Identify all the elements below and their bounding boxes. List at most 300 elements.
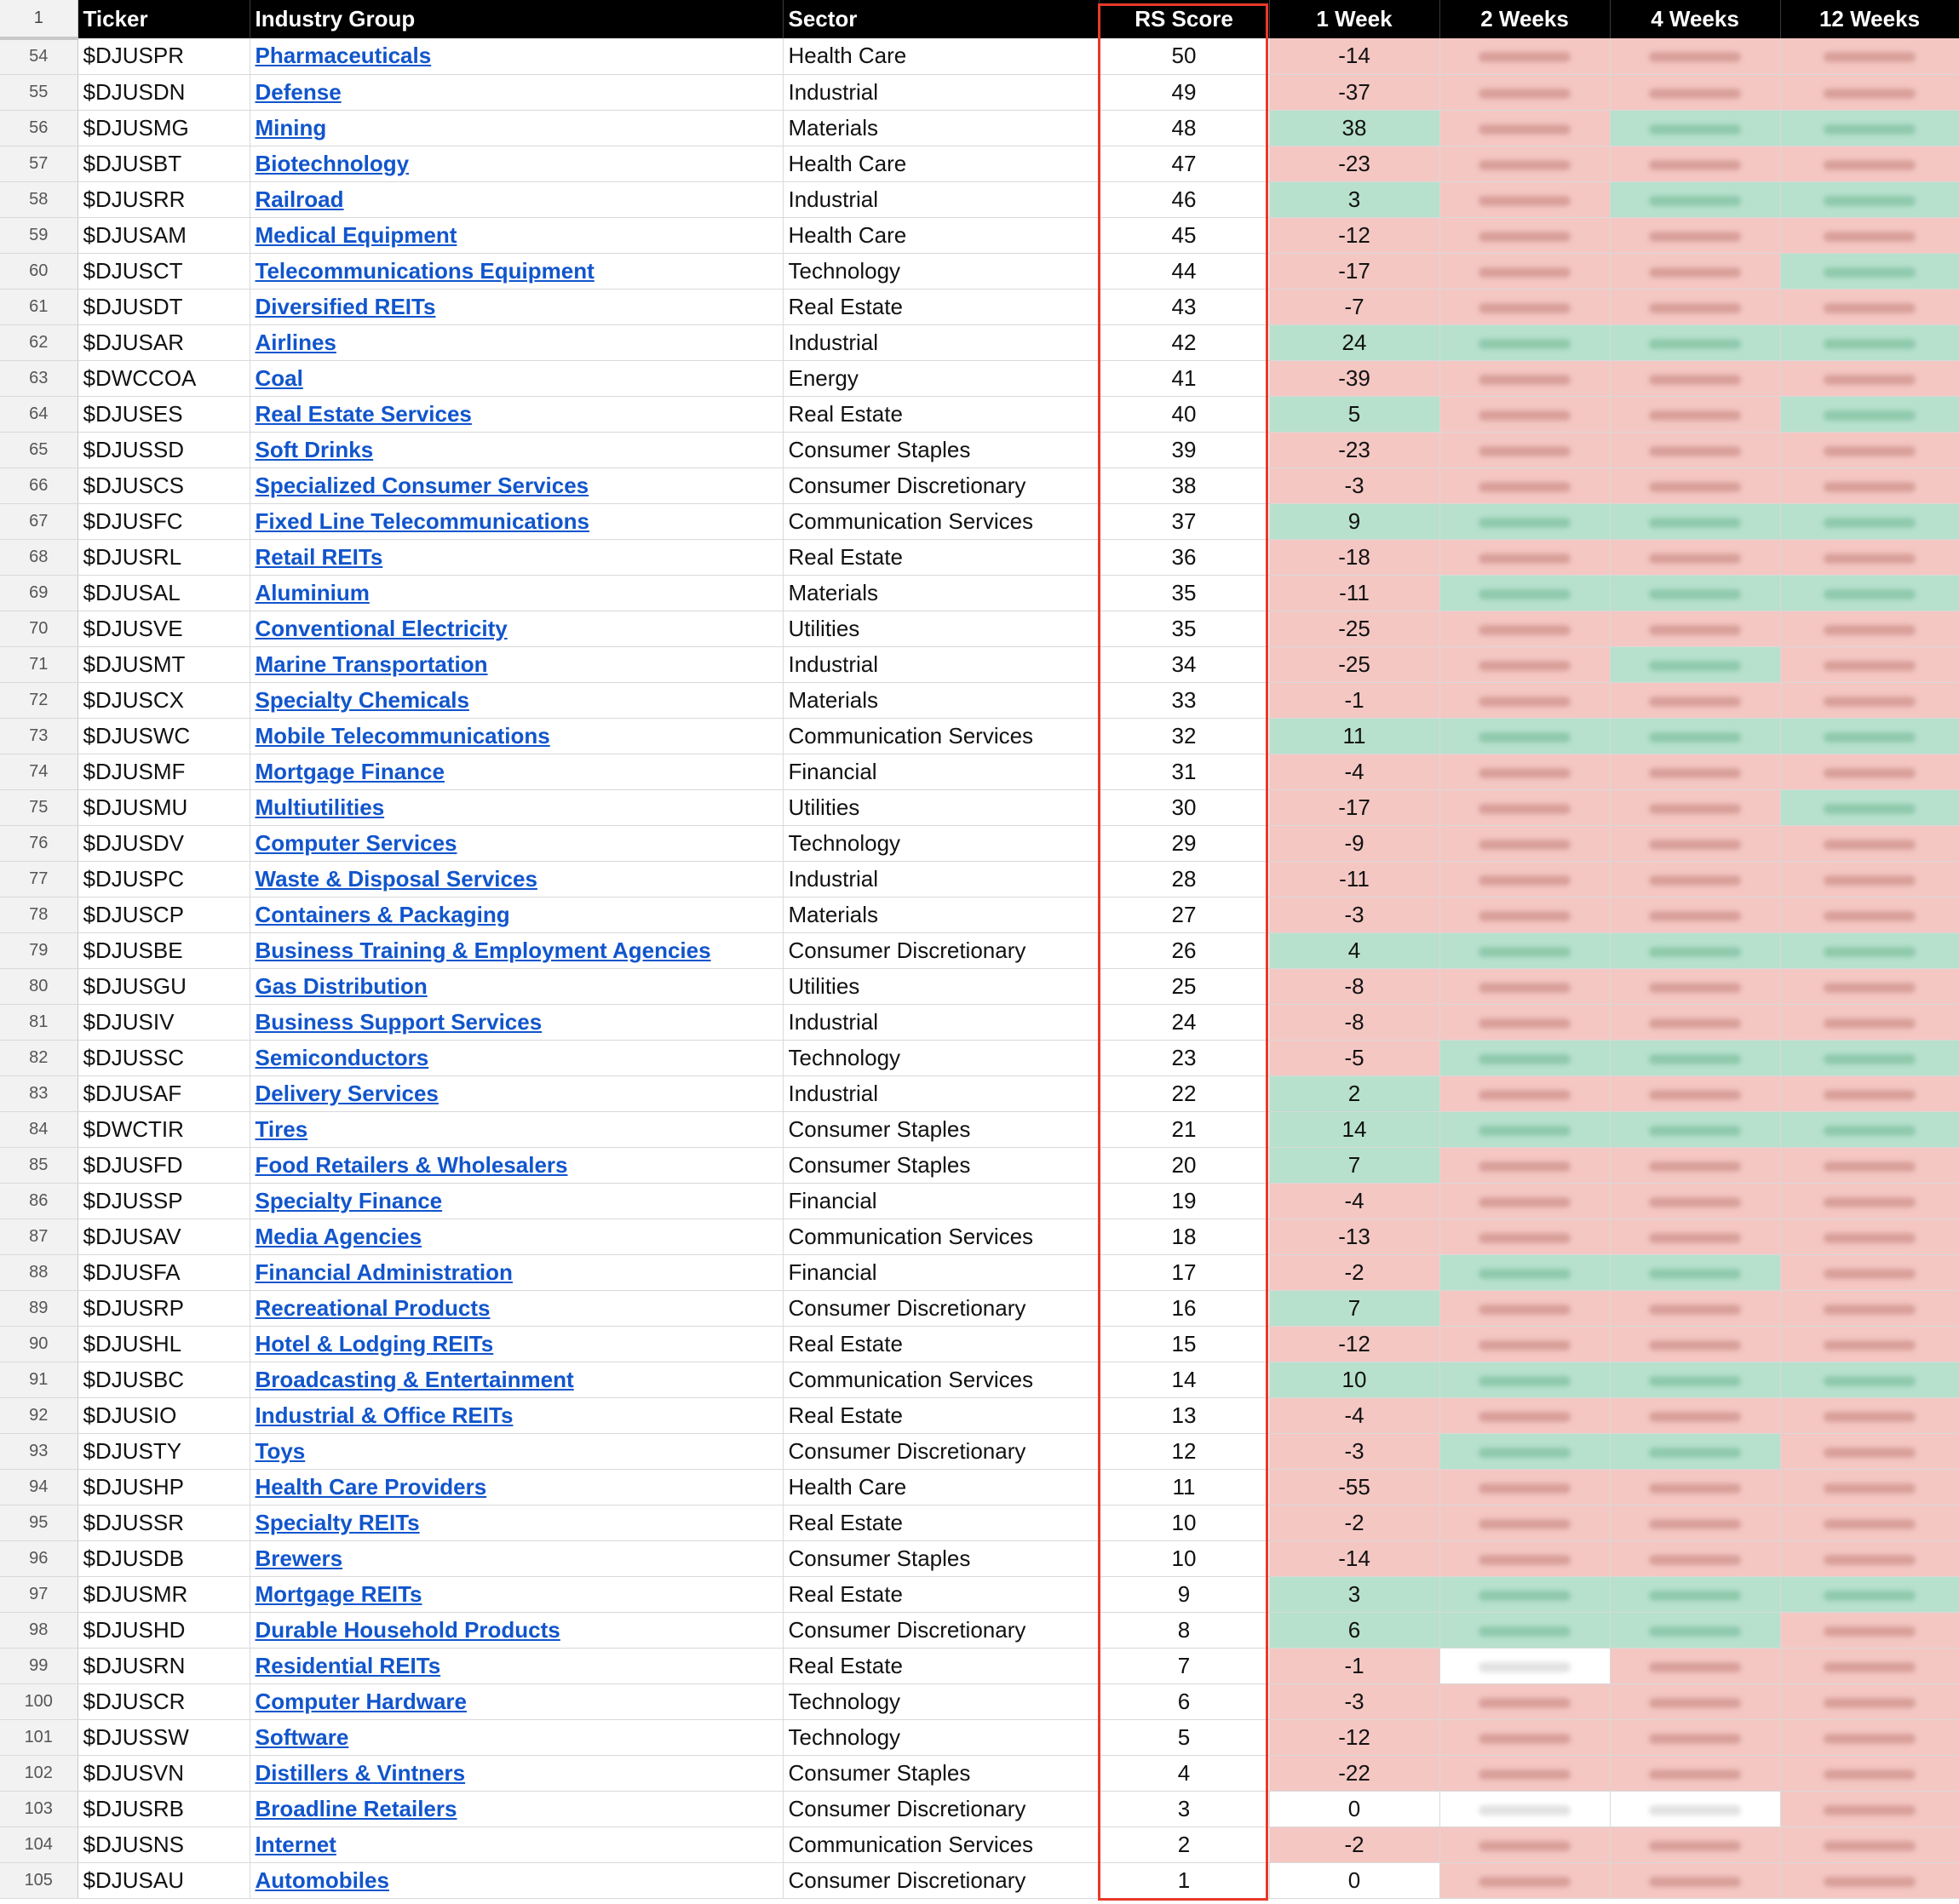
industry-group-cell[interactable] bbox=[250, 1254, 783, 1290]
ticker-cell[interactable]: $DJUSCR bbox=[78, 1683, 250, 1719]
industry-group-cell[interactable] bbox=[250, 110, 783, 146]
industry-group-link[interactable]: Railroad bbox=[255, 186, 344, 212]
week-4-change-cell[interactable] bbox=[1610, 1505, 1780, 1540]
week-1-change-cell[interactable]: -3 bbox=[1269, 467, 1439, 503]
industry-group-cell[interactable] bbox=[250, 146, 783, 181]
industry-group-cell[interactable] bbox=[250, 1075, 783, 1111]
ticker-cell[interactable]: $DJUSAF bbox=[78, 1075, 250, 1111]
industry-group-cell[interactable] bbox=[250, 1540, 783, 1576]
sector-cell[interactable]: Utilities bbox=[783, 611, 1099, 646]
week-12-change-cell[interactable] bbox=[1780, 253, 1959, 289]
row-number[interactable]: 81 bbox=[0, 1004, 78, 1040]
sector-cell[interactable]: Communication Services bbox=[783, 1219, 1099, 1254]
week-12-change-cell[interactable] bbox=[1780, 324, 1959, 360]
week-2-change-cell[interactable] bbox=[1439, 539, 1610, 575]
row-number[interactable]: 62 bbox=[0, 324, 78, 360]
ticker-cell[interactable]: $DJUSTY bbox=[78, 1433, 250, 1469]
sector-cell[interactable]: Industrial bbox=[783, 324, 1099, 360]
week-12-change-cell[interactable] bbox=[1780, 396, 1959, 432]
rs-score-cell[interactable]: 27 bbox=[1099, 897, 1269, 932]
row-number[interactable]: 99 bbox=[0, 1648, 78, 1683]
rs-score-cell[interactable]: 5 bbox=[1099, 1719, 1269, 1755]
week-1-change-cell[interactable]: -22 bbox=[1269, 1755, 1439, 1791]
sector-cell[interactable]: Consumer Discretionary bbox=[783, 1612, 1099, 1648]
week-12-change-cell[interactable] bbox=[1780, 718, 1959, 754]
industry-group-cell[interactable] bbox=[250, 1362, 783, 1397]
week-4-change-cell[interactable] bbox=[1610, 38, 1780, 74]
ticker-cell[interactable]: $DJUSIV bbox=[78, 1004, 250, 1040]
week-12-change-cell[interactable] bbox=[1780, 1719, 1959, 1755]
industry-group-cell[interactable] bbox=[250, 932, 783, 968]
week-2-change-cell[interactable] bbox=[1439, 682, 1610, 718]
week-4-change-cell[interactable] bbox=[1610, 1576, 1780, 1612]
row-number[interactable]: 55 bbox=[0, 74, 78, 110]
week-2-change-cell[interactable] bbox=[1439, 1075, 1610, 1111]
rs-score-cell[interactable]: 12 bbox=[1099, 1433, 1269, 1469]
week-12-change-cell[interactable] bbox=[1780, 1612, 1959, 1648]
industry-group-cell[interactable] bbox=[250, 897, 783, 932]
week-2-change-cell[interactable] bbox=[1439, 1326, 1610, 1362]
ticker-cell[interactable]: $DJUSGU bbox=[78, 968, 250, 1004]
sector-cell[interactable]: Real Estate bbox=[783, 1397, 1099, 1433]
week-1-change-cell[interactable]: -2 bbox=[1269, 1254, 1439, 1290]
industry-group-link[interactable]: Mortgage Finance bbox=[255, 758, 445, 784]
row-number[interactable]: 60 bbox=[0, 253, 78, 289]
ticker-cell[interactable]: $DJUSPR bbox=[78, 38, 250, 74]
industry-group-link[interactable]: Specialty Finance bbox=[255, 1187, 443, 1213]
week-1-change-cell[interactable]: -8 bbox=[1269, 968, 1439, 1004]
week-4-change-cell[interactable] bbox=[1610, 1004, 1780, 1040]
industry-group-cell[interactable] bbox=[250, 289, 783, 324]
ticker-cell[interactable]: $DJUSDV bbox=[78, 825, 250, 861]
ticker-cell[interactable]: $DJUSDN bbox=[78, 74, 250, 110]
ticker-cell[interactable]: $DJUSBC bbox=[78, 1362, 250, 1397]
week-12-change-cell[interactable] bbox=[1780, 897, 1959, 932]
industry-group-link[interactable]: Defense bbox=[255, 78, 342, 105]
week-12-change-cell[interactable] bbox=[1780, 1683, 1959, 1719]
sector-cell[interactable]: Industrial bbox=[783, 1004, 1099, 1040]
week-1-change-cell[interactable]: -12 bbox=[1269, 217, 1439, 253]
week-1-change-cell[interactable]: -4 bbox=[1269, 1397, 1439, 1433]
rs-score-cell[interactable]: 30 bbox=[1099, 789, 1269, 825]
row-number[interactable]: 100 bbox=[0, 1683, 78, 1719]
week-4-change-cell[interactable] bbox=[1610, 1469, 1780, 1505]
week-4-change-cell[interactable] bbox=[1610, 539, 1780, 575]
row-number[interactable]: 89 bbox=[0, 1290, 78, 1326]
industry-group-cell[interactable] bbox=[250, 1469, 783, 1505]
week-4-change-cell[interactable] bbox=[1610, 1648, 1780, 1683]
industry-group-link[interactable]: Diversified REITs bbox=[255, 293, 436, 319]
week-2-change-cell[interactable] bbox=[1439, 1505, 1610, 1540]
sector-cell[interactable]: Real Estate bbox=[783, 1326, 1099, 1362]
sector-cell[interactable]: Financial bbox=[783, 754, 1099, 789]
row-number[interactable]: 83 bbox=[0, 1075, 78, 1111]
industry-group-link[interactable]: Multiutilities bbox=[255, 794, 385, 820]
week-2-change-cell[interactable] bbox=[1439, 1219, 1610, 1254]
row-number[interactable]: 95 bbox=[0, 1505, 78, 1540]
rs-score-cell[interactable]: 48 bbox=[1099, 110, 1269, 146]
industry-group-cell[interactable] bbox=[250, 1505, 783, 1540]
rs-score-cell[interactable]: 11 bbox=[1099, 1469, 1269, 1505]
industry-group-cell[interactable] bbox=[250, 432, 783, 467]
week-2-change-cell[interactable] bbox=[1439, 1755, 1610, 1791]
week-4-change-cell[interactable] bbox=[1610, 825, 1780, 861]
week-4-change-cell[interactable] bbox=[1610, 897, 1780, 932]
industry-group-link[interactable]: Specialized Consumer Services bbox=[255, 472, 589, 498]
week-4-change-cell[interactable] bbox=[1610, 1254, 1780, 1290]
week-12-change-cell[interactable] bbox=[1780, 1469, 1959, 1505]
week-1-change-cell[interactable]: 11 bbox=[1269, 718, 1439, 754]
row-number[interactable]: 65 bbox=[0, 432, 78, 467]
industry-group-link[interactable]: Computer Hardware bbox=[255, 1688, 467, 1714]
ticker-cell[interactable]: $DJUSWC bbox=[78, 718, 250, 754]
rs-score-cell[interactable]: 34 bbox=[1099, 646, 1269, 682]
industry-group-cell[interactable] bbox=[250, 360, 783, 396]
row-number[interactable]: 92 bbox=[0, 1397, 78, 1433]
rs-score-cell[interactable]: 32 bbox=[1099, 718, 1269, 754]
industry-group-link[interactable]: Brewers bbox=[255, 1545, 343, 1571]
industry-group-cell[interactable] bbox=[250, 1862, 783, 1898]
rs-score-cell[interactable]: 7 bbox=[1099, 1648, 1269, 1683]
row-number[interactable]: 104 bbox=[0, 1827, 78, 1862]
week-1-change-cell[interactable]: -37 bbox=[1269, 74, 1439, 110]
week-1-change-cell[interactable]: -25 bbox=[1269, 611, 1439, 646]
industry-group-cell[interactable] bbox=[250, 1040, 783, 1075]
column-header-ticker[interactable]: Ticker bbox=[78, 0, 250, 38]
row-number[interactable]: 58 bbox=[0, 181, 78, 217]
row-number[interactable]: 66 bbox=[0, 467, 78, 503]
week-1-change-cell[interactable]: -4 bbox=[1269, 1183, 1439, 1219]
ticker-cell[interactable]: $DJUSDT bbox=[78, 289, 250, 324]
rs-score-cell[interactable]: 37 bbox=[1099, 503, 1269, 539]
industry-group-link[interactable]: Media Agencies bbox=[255, 1223, 422, 1249]
week-12-change-cell[interactable] bbox=[1780, 1362, 1959, 1397]
week-1-change-cell[interactable]: -12 bbox=[1269, 1326, 1439, 1362]
industry-group-cell[interactable] bbox=[250, 575, 783, 611]
sector-cell[interactable]: Consumer Discretionary bbox=[783, 1290, 1099, 1326]
ticker-cell[interactable]: $DJUSRR bbox=[78, 181, 250, 217]
week-2-change-cell[interactable] bbox=[1439, 1576, 1610, 1612]
week-12-change-cell[interactable] bbox=[1780, 1540, 1959, 1576]
week-2-change-cell[interactable] bbox=[1439, 1111, 1610, 1147]
week-1-change-cell[interactable]: -9 bbox=[1269, 825, 1439, 861]
week-2-change-cell[interactable] bbox=[1439, 789, 1610, 825]
week-2-change-cell[interactable] bbox=[1439, 1827, 1610, 1862]
rs-score-cell[interactable]: 16 bbox=[1099, 1290, 1269, 1326]
industry-group-cell[interactable] bbox=[250, 467, 783, 503]
rs-score-cell[interactable]: 29 bbox=[1099, 825, 1269, 861]
sector-cell[interactable]: Consumer Staples bbox=[783, 1147, 1099, 1183]
week-2-change-cell[interactable] bbox=[1439, 146, 1610, 181]
week-2-change-cell[interactable] bbox=[1439, 253, 1610, 289]
ticker-cell[interactable]: $DJUSMT bbox=[78, 646, 250, 682]
week-4-change-cell[interactable] bbox=[1610, 1362, 1780, 1397]
week-2-change-cell[interactable] bbox=[1439, 396, 1610, 432]
week-4-change-cell[interactable] bbox=[1610, 1862, 1780, 1898]
rs-score-cell[interactable]: 10 bbox=[1099, 1540, 1269, 1576]
industry-group-link[interactable]: Tires bbox=[255, 1115, 308, 1142]
industry-group-link[interactable]: Business Training & Employment Agencies bbox=[255, 937, 711, 963]
row-number[interactable]: 75 bbox=[0, 789, 78, 825]
week-12-change-cell[interactable] bbox=[1780, 861, 1959, 897]
rs-score-cell[interactable]: 39 bbox=[1099, 432, 1269, 467]
week-12-change-cell[interactable] bbox=[1780, 74, 1959, 110]
ticker-cell[interactable]: $DJUSAM bbox=[78, 217, 250, 253]
ticker-cell[interactable]: $DJUSNS bbox=[78, 1827, 250, 1862]
week-4-change-cell[interactable] bbox=[1610, 611, 1780, 646]
row-number[interactable]: 96 bbox=[0, 1540, 78, 1576]
rs-score-cell[interactable]: 41 bbox=[1099, 360, 1269, 396]
row-number[interactable]: 102 bbox=[0, 1755, 78, 1791]
row-number[interactable]: 54 bbox=[0, 38, 78, 74]
ticker-cell[interactable]: $DJUSRP bbox=[78, 1290, 250, 1326]
week-12-change-cell[interactable] bbox=[1780, 146, 1959, 181]
sector-cell[interactable]: Technology bbox=[783, 1683, 1099, 1719]
industry-group-cell[interactable] bbox=[250, 682, 783, 718]
week-2-change-cell[interactable] bbox=[1439, 110, 1610, 146]
week-2-change-cell[interactable] bbox=[1439, 1862, 1610, 1898]
week-1-change-cell[interactable]: -8 bbox=[1269, 1004, 1439, 1040]
week-1-change-cell[interactable]: 3 bbox=[1269, 181, 1439, 217]
industry-group-link[interactable]: Broadcasting & Entertainment bbox=[255, 1366, 574, 1392]
rs-score-cell[interactable]: 40 bbox=[1099, 396, 1269, 432]
industry-group-cell[interactable] bbox=[250, 861, 783, 897]
week-1-change-cell[interactable]: -1 bbox=[1269, 682, 1439, 718]
industry-group-link[interactable]: Financial Administration bbox=[255, 1259, 513, 1285]
week-12-change-cell[interactable] bbox=[1780, 110, 1959, 146]
ticker-cell[interactable]: $DJUSVN bbox=[78, 1755, 250, 1791]
rs-score-cell[interactable]: 21 bbox=[1099, 1111, 1269, 1147]
industry-group-cell[interactable] bbox=[250, 1827, 783, 1862]
week-4-change-cell[interactable] bbox=[1610, 1111, 1780, 1147]
ticker-cell[interactable]: $DJUSIO bbox=[78, 1397, 250, 1433]
week-4-change-cell[interactable] bbox=[1610, 1397, 1780, 1433]
week-2-change-cell[interactable] bbox=[1439, 1362, 1610, 1397]
rs-score-cell[interactable]: 43 bbox=[1099, 289, 1269, 324]
industry-group-link[interactable]: Retail REITs bbox=[255, 543, 383, 570]
row-number[interactable]: 59 bbox=[0, 217, 78, 253]
sector-cell[interactable]: Industrial bbox=[783, 181, 1099, 217]
industry-group-link[interactable]: Soft Drinks bbox=[255, 436, 374, 462]
week-4-change-cell[interactable] bbox=[1610, 181, 1780, 217]
industry-group-link[interactable]: Mobile Telecommunications bbox=[255, 722, 550, 748]
column-header-2-weeks[interactable]: 2 Weeks bbox=[1439, 0, 1610, 38]
industry-group-link[interactable]: Delivery Services bbox=[255, 1080, 439, 1106]
rs-score-cell[interactable]: 33 bbox=[1099, 682, 1269, 718]
sector-cell[interactable]: Industrial bbox=[783, 1075, 1099, 1111]
industry-group-link[interactable]: Pharmaceuticals bbox=[255, 43, 432, 69]
week-2-change-cell[interactable] bbox=[1439, 1683, 1610, 1719]
row-number[interactable]: 77 bbox=[0, 861, 78, 897]
rs-score-cell[interactable]: 22 bbox=[1099, 1075, 1269, 1111]
industry-group-cell[interactable] bbox=[250, 503, 783, 539]
ticker-cell[interactable]: $DJUSSP bbox=[78, 1183, 250, 1219]
week-4-change-cell[interactable] bbox=[1610, 217, 1780, 253]
week-2-change-cell[interactable] bbox=[1439, 1183, 1610, 1219]
sector-cell[interactable]: Industrial bbox=[783, 861, 1099, 897]
row-number[interactable]: 87 bbox=[0, 1219, 78, 1254]
ticker-cell[interactable]: $DJUSSW bbox=[78, 1719, 250, 1755]
industry-group-link[interactable]: Computer Services bbox=[255, 829, 457, 856]
industry-group-link[interactable]: Coal bbox=[255, 364, 303, 391]
sector-cell[interactable]: Energy bbox=[783, 360, 1099, 396]
sector-cell[interactable]: Technology bbox=[783, 1040, 1099, 1075]
ticker-cell[interactable]: $DJUSFA bbox=[78, 1254, 250, 1290]
week-1-change-cell[interactable]: 4 bbox=[1269, 932, 1439, 968]
week-12-change-cell[interactable] bbox=[1780, 825, 1959, 861]
row-number[interactable]: 91 bbox=[0, 1362, 78, 1397]
rs-score-cell[interactable]: 13 bbox=[1099, 1397, 1269, 1433]
week-1-change-cell[interactable]: -14 bbox=[1269, 1540, 1439, 1576]
industry-group-link[interactable]: Mortgage REITs bbox=[255, 1580, 422, 1607]
week-4-change-cell[interactable] bbox=[1610, 1075, 1780, 1111]
ticker-cell[interactable]: $DJUSBT bbox=[78, 146, 250, 181]
sector-cell[interactable]: Technology bbox=[783, 825, 1099, 861]
industry-group-cell[interactable] bbox=[250, 74, 783, 110]
row-number[interactable]: 69 bbox=[0, 575, 78, 611]
industry-group-link[interactable]: Containers & Packaging bbox=[255, 901, 510, 927]
week-1-change-cell[interactable]: -17 bbox=[1269, 789, 1439, 825]
row-number[interactable]: 103 bbox=[0, 1791, 78, 1827]
week-4-change-cell[interactable] bbox=[1610, 1755, 1780, 1791]
week-2-change-cell[interactable] bbox=[1439, 432, 1610, 467]
week-2-change-cell[interactable] bbox=[1439, 74, 1610, 110]
week-1-change-cell[interactable]: 6 bbox=[1269, 1612, 1439, 1648]
industry-group-link[interactable]: Marine Transportation bbox=[255, 651, 488, 677]
week-4-change-cell[interactable] bbox=[1610, 1719, 1780, 1755]
week-4-change-cell[interactable] bbox=[1610, 360, 1780, 396]
week-4-change-cell[interactable] bbox=[1610, 110, 1780, 146]
row-number[interactable]: 80 bbox=[0, 968, 78, 1004]
sector-cell[interactable]: Real Estate bbox=[783, 1576, 1099, 1612]
week-1-change-cell[interactable]: -14 bbox=[1269, 38, 1439, 74]
industry-group-link[interactable]: Broadline Retailers bbox=[255, 1795, 457, 1821]
week-1-change-cell[interactable]: -23 bbox=[1269, 432, 1439, 467]
ticker-cell[interactable]: $DJUSCP bbox=[78, 897, 250, 932]
row-number[interactable]: 76 bbox=[0, 825, 78, 861]
ticker-cell[interactable]: $DJUSMR bbox=[78, 1576, 250, 1612]
week-4-change-cell[interactable] bbox=[1610, 1791, 1780, 1827]
sector-cell[interactable]: Financial bbox=[783, 1254, 1099, 1290]
rs-score-cell[interactable]: 44 bbox=[1099, 253, 1269, 289]
week-4-change-cell[interactable] bbox=[1610, 1540, 1780, 1576]
week-2-change-cell[interactable] bbox=[1439, 1433, 1610, 1469]
ticker-cell[interactable]: $DJUSMG bbox=[78, 110, 250, 146]
rs-score-cell[interactable]: 42 bbox=[1099, 324, 1269, 360]
sector-cell[interactable]: Communication Services bbox=[783, 718, 1099, 754]
industry-group-cell[interactable] bbox=[250, 396, 783, 432]
row-number[interactable]: 105 bbox=[0, 1862, 78, 1898]
sector-cell[interactable]: Industrial bbox=[783, 74, 1099, 110]
sector-cell[interactable]: Technology bbox=[783, 253, 1099, 289]
week-4-change-cell[interactable] bbox=[1610, 432, 1780, 467]
ticker-cell[interactable]: $DJUSRN bbox=[78, 1648, 250, 1683]
week-1-change-cell[interactable]: 5 bbox=[1269, 396, 1439, 432]
sector-cell[interactable]: Consumer Discretionary bbox=[783, 1862, 1099, 1898]
rs-score-cell[interactable]: 35 bbox=[1099, 575, 1269, 611]
industry-group-cell[interactable] bbox=[250, 825, 783, 861]
week-2-change-cell[interactable] bbox=[1439, 1791, 1610, 1827]
week-12-change-cell[interactable] bbox=[1780, 968, 1959, 1004]
industry-group-cell[interactable] bbox=[250, 217, 783, 253]
week-1-change-cell[interactable]: -7 bbox=[1269, 289, 1439, 324]
rs-score-cell[interactable]: 31 bbox=[1099, 754, 1269, 789]
week-2-change-cell[interactable] bbox=[1439, 1719, 1610, 1755]
sector-cell[interactable]: Health Care bbox=[783, 146, 1099, 181]
ticker-cell[interactable]: $DJUSCT bbox=[78, 253, 250, 289]
sector-cell[interactable]: Health Care bbox=[783, 217, 1099, 253]
industry-group-cell[interactable] bbox=[250, 181, 783, 217]
week-4-change-cell[interactable] bbox=[1610, 503, 1780, 539]
week-4-change-cell[interactable] bbox=[1610, 1183, 1780, 1219]
week-1-change-cell[interactable]: 3 bbox=[1269, 1576, 1439, 1612]
week-12-change-cell[interactable] bbox=[1780, 1648, 1959, 1683]
sector-cell[interactable]: Consumer Discretionary bbox=[783, 467, 1099, 503]
week-4-change-cell[interactable] bbox=[1610, 718, 1780, 754]
week-4-change-cell[interactable] bbox=[1610, 646, 1780, 682]
industry-group-cell[interactable] bbox=[250, 1576, 783, 1612]
industry-group-cell[interactable] bbox=[250, 1004, 783, 1040]
week-4-change-cell[interactable] bbox=[1610, 253, 1780, 289]
rs-score-cell[interactable]: 4 bbox=[1099, 1755, 1269, 1791]
week-4-change-cell[interactable] bbox=[1610, 74, 1780, 110]
industry-group-cell[interactable] bbox=[250, 1648, 783, 1683]
industry-group-link[interactable]: Telecommunications Equipment bbox=[255, 257, 595, 284]
week-12-change-cell[interactable] bbox=[1780, 217, 1959, 253]
week-2-change-cell[interactable] bbox=[1439, 1612, 1610, 1648]
industry-group-link[interactable]: Airlines bbox=[255, 329, 336, 355]
week-2-change-cell[interactable] bbox=[1439, 181, 1610, 217]
rs-score-cell[interactable]: 18 bbox=[1099, 1219, 1269, 1254]
week-2-change-cell[interactable] bbox=[1439, 825, 1610, 861]
ticker-cell[interactable]: $DJUSMF bbox=[78, 754, 250, 789]
column-header-1-week[interactable]: 1 Week bbox=[1269, 0, 1439, 38]
column-header-industry-group[interactable]: Industry Group bbox=[250, 0, 783, 38]
week-1-change-cell[interactable]: 7 bbox=[1269, 1290, 1439, 1326]
week-1-change-cell[interactable]: -11 bbox=[1269, 575, 1439, 611]
ticker-cell[interactable]: $DJUSMU bbox=[78, 789, 250, 825]
week-12-change-cell[interactable] bbox=[1780, 1219, 1959, 1254]
industry-group-cell[interactable] bbox=[250, 1219, 783, 1254]
industry-group-link[interactable]: Gas Distribution bbox=[255, 972, 428, 999]
week-12-change-cell[interactable] bbox=[1780, 289, 1959, 324]
column-header-4-weeks[interactable]: 4 Weeks bbox=[1610, 0, 1780, 38]
industry-group-cell[interactable] bbox=[250, 1183, 783, 1219]
sector-cell[interactable]: Real Estate bbox=[783, 539, 1099, 575]
week-1-change-cell[interactable]: -3 bbox=[1269, 1683, 1439, 1719]
week-4-change-cell[interactable] bbox=[1610, 289, 1780, 324]
row-number[interactable]: 61 bbox=[0, 289, 78, 324]
week-2-change-cell[interactable] bbox=[1439, 611, 1610, 646]
ticker-cell[interactable]: $DJUSDB bbox=[78, 1540, 250, 1576]
row-number[interactable]: 97 bbox=[0, 1576, 78, 1612]
week-12-change-cell[interactable] bbox=[1780, 1075, 1959, 1111]
row-number[interactable]: 90 bbox=[0, 1326, 78, 1362]
industry-group-link[interactable]: Mining bbox=[255, 114, 327, 141]
rs-score-cell[interactable]: 14 bbox=[1099, 1362, 1269, 1397]
week-2-change-cell[interactable] bbox=[1439, 1469, 1610, 1505]
row-number[interactable]: 93 bbox=[0, 1433, 78, 1469]
row-number[interactable]: 82 bbox=[0, 1040, 78, 1075]
row-number[interactable]: 70 bbox=[0, 611, 78, 646]
week-2-change-cell[interactable] bbox=[1439, 1397, 1610, 1433]
industry-group-cell[interactable] bbox=[250, 1755, 783, 1791]
week-2-change-cell[interactable] bbox=[1439, 1040, 1610, 1075]
week-2-change-cell[interactable] bbox=[1439, 289, 1610, 324]
week-1-change-cell[interactable]: -18 bbox=[1269, 539, 1439, 575]
row-number[interactable]: 101 bbox=[0, 1719, 78, 1755]
week-2-change-cell[interactable] bbox=[1439, 1254, 1610, 1290]
